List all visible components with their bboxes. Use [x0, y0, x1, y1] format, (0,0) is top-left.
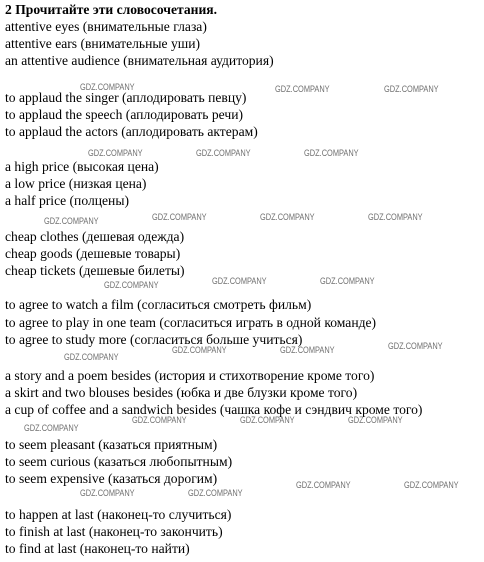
watermark: GDZ.COMPANY: [348, 415, 403, 426]
watermark: GDZ.COMPANY: [280, 345, 335, 356]
phrase-line: to seem pleasant (казаться приятным): [5, 437, 218, 452]
phrase-line: a skirt and two blouses besides (юбка и две блузки кроме того): [5, 385, 358, 400]
watermark: GDZ.COMPANY: [64, 352, 119, 363]
phrase-line: an attentive audience (внимательная аудитория): [5, 53, 274, 68]
watermark: GDZ.COMPANY: [80, 488, 135, 499]
watermark: GDZ.COMPANY: [152, 212, 207, 223]
phrase-line: attentive eyes (внимательные глаза): [5, 19, 207, 34]
watermark: GDZ.COMPANY: [260, 212, 315, 223]
watermark: GDZ.COMPANY: [212, 276, 267, 287]
watermark: GDZ.COMPANY: [388, 341, 443, 352]
phrase-line: attentive ears (внимательные уши): [5, 36, 201, 51]
phrase-line: to find at last (наконец-то найти): [5, 541, 190, 556]
watermark: GDZ.COMPANY: [304, 148, 359, 159]
watermark: GDZ.COMPANY: [88, 148, 143, 159]
watermark: GDZ.COMPANY: [104, 280, 159, 291]
phrase-line: to finish at last (наконец-то закончить): [5, 524, 223, 539]
watermark: GDZ.COMPANY: [80, 82, 135, 93]
watermark: GDZ.COMPANY: [24, 423, 79, 434]
phrase-line: to agree to watch a film (согласиться смотреть фильм): [5, 297, 312, 312]
watermark: GDZ.COMPANY: [44, 216, 99, 227]
phrase-line: a cup of coffee and a sandwich besides (чашка кофе и сэндвич кроме того): [5, 402, 423, 417]
exercise-title: 2 Прочитайте эти словосочетания.: [5, 2, 218, 17]
phrase-line: to applaud the singer (аплодировать певцу): [5, 90, 247, 105]
watermark: GDZ.COMPANY: [172, 345, 227, 356]
phrase-line: cheap goods (дешевые товары): [5, 246, 181, 261]
phrase-line: to applaud the speech (аплодировать речи): [5, 107, 244, 122]
watermark: GDZ.COMPANY: [132, 415, 187, 426]
watermark: GDZ.COMPANY: [320, 276, 375, 287]
phrase-line: to agree to study more (согласиться больше учиться): [5, 332, 303, 347]
phrase-line: a half price (полцены): [5, 193, 129, 208]
watermark: GDZ.COMPANY: [196, 148, 251, 159]
phrase-line: a high price (высокая цена): [5, 159, 159, 174]
watermark: GDZ.COMPANY: [384, 84, 439, 95]
watermark: GDZ.COMPANY: [275, 84, 330, 95]
phrase-line: cheap tickets (дешевые билеты): [5, 263, 185, 278]
phrase-line: a story and a poem besides (история и стихотворение кроме того): [5, 368, 375, 383]
watermark: GDZ.COMPANY: [240, 415, 295, 426]
watermark: GDZ.COMPANY: [368, 212, 423, 223]
watermark: GDZ.COMPANY: [404, 480, 459, 491]
phrase-line: to seem curious (казаться любопытным): [5, 454, 233, 469]
watermark: GDZ.COMPANY: [296, 480, 351, 491]
phrase-line: to applaud the actors (аплодировать актерам): [5, 124, 258, 139]
phrase-line: to agree to play in one team (согласиться играть в одной команде): [5, 315, 377, 330]
phrase-line: to happen at last (наконец-то случиться): [5, 507, 232, 522]
phrase-line: to seem expensive (казаться дорогим): [5, 471, 218, 486]
watermark: GDZ.COMPANY: [188, 488, 243, 499]
phrase-line: cheap clothes (дешевая одежда): [5, 229, 185, 244]
phrase-line: a low price (низкая цена): [5, 176, 147, 191]
